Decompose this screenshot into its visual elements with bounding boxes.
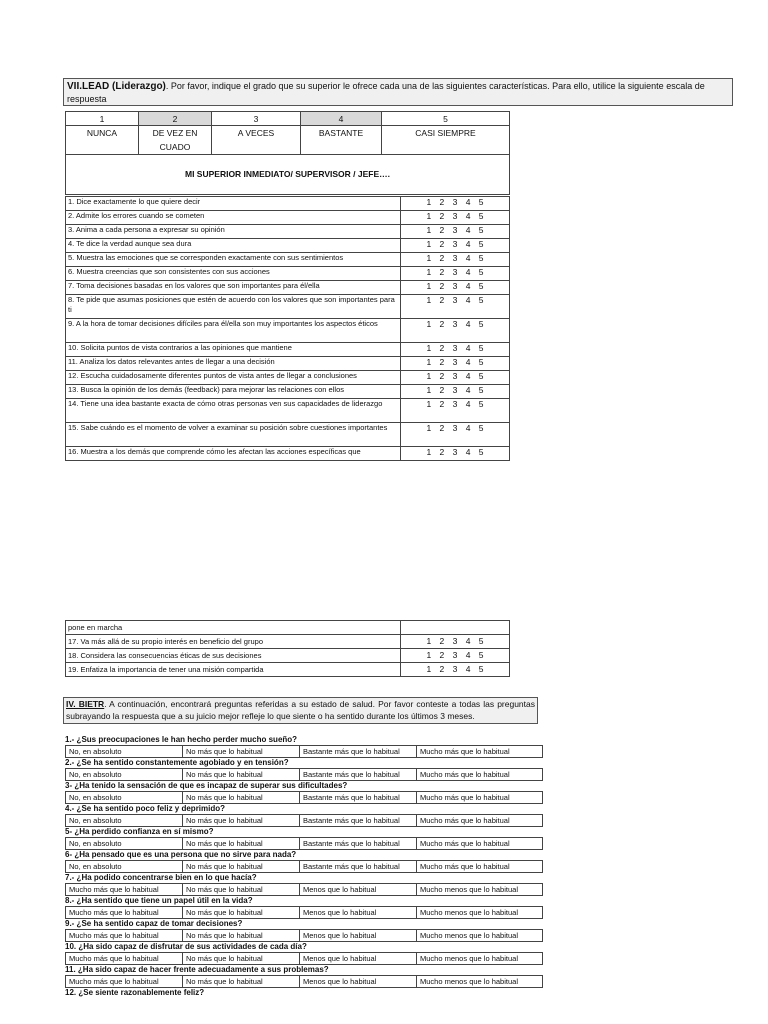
lead-item-row <box>66 225 510 239</box>
lead-item-text: 4. Te dice la verdad aunque sea dura <box>66 239 401 253</box>
lead-item-row <box>66 253 510 267</box>
bietr-answer-option[interactable]: No, en absoluto <box>66 792 183 804</box>
bietr-answer-option[interactable]: Bastante más que lo habitual <box>300 746 417 758</box>
lead-item-options[interactable]: 1 2 3 4 5 <box>401 343 510 357</box>
lead-item-row <box>66 399 510 423</box>
bietr-answer-option[interactable]: Mucho más que lo habitual <box>417 769 543 781</box>
bietr-answer-option[interactable]: No más que lo habitual <box>183 930 300 942</box>
bietr-question-text: 12. ¿Se siente razonablemente feliz? <box>65 988 205 997</box>
bietr-answer-option[interactable]: Mucho más que lo habitual <box>66 907 183 919</box>
lead-item-options[interactable]: 1 2 3 4 5 <box>401 239 510 253</box>
lead-item-text: 13. Busca la opinión de los demás (feedback) para mejorar las relaciones con ellos <box>66 385 401 399</box>
scale-label-4: BASTANTE <box>301 126 382 155</box>
bietr-answer-option[interactable]: Mucho más que lo habitual <box>417 838 543 850</box>
scale-number-2: 2 <box>139 112 212 126</box>
lead-item-options[interactable]: 1 2 3 4 5 <box>401 399 510 423</box>
lead-item-row <box>66 357 510 371</box>
scale-number-4: 4 <box>301 112 382 126</box>
bietr-answer-option[interactable]: No más que lo habitual <box>183 953 300 965</box>
bietr-question-text: 10. ¿Ha sido capaz de disfrutar de sus actividades de cada día? <box>65 942 307 951</box>
lead-item-text: 5. Muestra las emociones que se corresponden exactamente con sus sentimientos <box>66 253 401 267</box>
lead-item-row <box>66 635 510 649</box>
bietr-answer-option[interactable]: No más que lo habitual <box>183 861 300 873</box>
bietr-answer-option[interactable]: No, en absoluto <box>66 815 183 827</box>
lead-item-row <box>66 371 510 385</box>
bietr-answer-option[interactable]: Menos que lo habitual <box>300 884 417 896</box>
lead-item-options[interactable]: 1 2 3 4 5 <box>401 197 510 211</box>
bietr-answer-options <box>65 883 543 896</box>
lead-item-options[interactable]: 1 2 3 4 5 <box>401 663 510 677</box>
bietr-answer-option[interactable]: Menos que lo habitual <box>300 907 417 919</box>
lead-item-row <box>66 267 510 281</box>
bietr-answer-option[interactable]: Mucho más que lo habitual <box>417 746 543 758</box>
bietr-answer-option[interactable]: Mucho menos que lo habitual <box>417 884 543 896</box>
bietr-question-text: 8.- ¿Ha sentido que tiene un papel útil en la vida? <box>65 896 253 905</box>
lead-items-continued-table <box>65 620 510 677</box>
lead-item-text: 10. Solicita puntos de vista contrarios a las opiniones que mantiene <box>66 343 401 357</box>
bietr-answer-option[interactable]: No, en absoluto <box>66 861 183 873</box>
lead-item-text: 12. Escucha cuidadosamente diferentes puntos de vista antes de llegar a conclusiones <box>66 371 401 385</box>
lead-item-options[interactable]: 1 2 3 4 5 <box>401 635 510 649</box>
lead-item-text: 2. Admite los errores cuando se cometen <box>66 211 401 225</box>
bietr-answer-option[interactable]: No más que lo habitual <box>183 746 300 758</box>
lead-item-text: 18. Considera las consecuencias éticas de sus decisiones <box>66 649 401 663</box>
lead-item-options[interactable]: 1 2 3 4 5 <box>401 319 510 343</box>
bietr-answer-options <box>65 860 543 873</box>
lead-item-row <box>66 239 510 253</box>
lead-item-row <box>66 663 510 677</box>
response-scale-table <box>65 111 510 155</box>
lead-item-options[interactable]: 1 2 3 4 5 <box>401 281 510 295</box>
bietr-question-text: 7.- ¿Ha podido concentrarse bien en lo que hacía? <box>65 873 257 882</box>
bietr-answer-options <box>65 791 543 804</box>
lead-item-row <box>66 295 510 319</box>
bietr-answer-option[interactable]: Bastante más que lo habitual <box>300 792 417 804</box>
bietr-answer-options <box>65 814 543 827</box>
lead-item-options[interactable]: 1 2 3 4 5 <box>401 385 510 399</box>
bietr-question-text: 11. ¿Ha sido capaz de hacer frente adecuadamente a sus problemas? <box>65 965 329 974</box>
bietr-answer-option[interactable]: Mucho menos que lo habitual <box>417 930 543 942</box>
bietr-answer-option[interactable]: Mucho menos que lo habitual <box>417 976 543 988</box>
bietr-answer-option[interactable]: Mucho más que lo habitual <box>66 976 183 988</box>
bietr-answer-options <box>65 768 543 781</box>
bietr-question-text: 9.- ¿Se ha sentido capaz de tomar decisiones? <box>65 919 243 928</box>
bietr-title: IV. BIETR <box>66 699 105 709</box>
bietr-question-text: 3- ¿Ha tenido la sensación de que es incapaz de superar sus dificultades? <box>65 781 348 790</box>
lead-item-row <box>66 447 510 461</box>
bietr-answer-option[interactable]: No, en absoluto <box>66 838 183 850</box>
lead-item-options[interactable]: 1 2 3 4 5 <box>401 267 510 281</box>
bietr-answer-option[interactable]: No, en absoluto <box>66 769 183 781</box>
lead-item-options[interactable]: 1 2 3 4 5 <box>401 649 510 663</box>
bietr-answer-options <box>65 975 543 988</box>
bietr-answer-options <box>65 929 543 942</box>
bietr-answer-option[interactable]: Bastante más que lo habitual <box>300 838 417 850</box>
lead-item-text: 1. Dice exactamente lo que quiere decir <box>66 197 401 211</box>
bietr-answer-options <box>65 837 543 850</box>
lead-item-text: 6. Muestra creencias que son consistentes con sus acciones <box>66 267 401 281</box>
bietr-answer-option[interactable]: Bastante más que lo habitual <box>300 815 417 827</box>
bietr-answer-option[interactable]: No más que lo habitual <box>183 769 300 781</box>
bietr-answer-option[interactable]: Menos que lo habitual <box>300 976 417 988</box>
bietr-answer-option[interactable]: Mucho más que lo habitual <box>66 953 183 965</box>
lead-item-text: 17. Va más allá de su propio interés en beneficio del grupo <box>66 635 401 649</box>
bietr-answer-option[interactable]: No más que lo habitual <box>183 815 300 827</box>
bietr-section-header <box>63 697 538 724</box>
lead-item-text: 9. A la hora de tomar decisiones difíciles para él/ella son muy importantes los aspectos éticos <box>66 319 401 343</box>
lead-item-options[interactable]: 1 2 3 4 5 <box>401 357 510 371</box>
lead-item-row <box>66 649 510 663</box>
bietr-questions <box>65 735 543 998</box>
lead-item-text: 14. Tiene una idea bastante exacta de cómo otras personas ven sus capacidades de liderazgo <box>66 399 401 423</box>
bietr-answer-options <box>65 745 543 758</box>
bietr-answer-option[interactable]: No más que lo habitual <box>183 792 300 804</box>
lead-item-row <box>66 385 510 399</box>
scale-number-3: 3 <box>212 112 301 126</box>
lead-item-text: 11. Analiza los datos relevantes antes de llegar a una decisión <box>66 357 401 371</box>
lead-item-options[interactable]: 1 2 3 4 5 <box>401 423 510 447</box>
bietr-answer-option[interactable]: No, en absoluto <box>66 746 183 758</box>
bietr-answer-option[interactable]: Menos que lo habitual <box>300 930 417 942</box>
lead-item-options[interactable]: 1 2 3 4 5 <box>401 447 510 461</box>
lead-item-options[interactable]: 1 2 3 4 5 <box>401 371 510 385</box>
lead-item-row <box>66 343 510 357</box>
bietr-answer-option[interactable]: No más que lo habitual <box>183 838 300 850</box>
lead-item-options[interactable]: 1 2 3 4 5 <box>401 225 510 239</box>
boss-heading: MI SUPERIOR INMEDIATO/ SUPERVISOR / JEFE…. <box>65 153 510 195</box>
lead-item-text: 15. Sabe cuándo es el momento de volver a examinar su posición sobre cuestiones importantes <box>66 423 401 447</box>
lead-item-row <box>66 197 510 211</box>
lead-title: VII.LEAD (Liderazgo) <box>67 81 166 92</box>
bietr-answer-option[interactable]: Mucho más que lo habitual <box>417 815 543 827</box>
lead-item-text: 16. Muestra a los demás que comprende cómo les afectan las acciones específicas que <box>66 447 401 461</box>
bietr-question-text: 1.- ¿Sus preocupaciones le han hecho perder mucho sueño? <box>65 735 298 744</box>
lead-items-table <box>65 196 510 461</box>
bietr-question-text: 2.- ¿Se ha sentido constantemente agobiado y en tensión? <box>65 758 289 767</box>
bietr-answer-option[interactable]: Mucho más que lo habitual <box>417 792 543 804</box>
lead-item-text: 8. Te pide que asumas posiciones que estén de acuerdo con los valores que son importantes para ti <box>66 295 401 319</box>
lead-item-row <box>66 319 510 343</box>
bietr-answer-option[interactable]: Mucho menos que lo habitual <box>417 907 543 919</box>
scale-label-2: DE VEZ EN CUADO <box>139 126 212 155</box>
lead-item-row <box>66 211 510 225</box>
lead-item-row <box>66 281 510 295</box>
bietr-answer-options <box>65 952 543 965</box>
lead-instruction: . Por favor, indique el grado que su superior le ofrece cada una de las siguientes características. Para ello, utilice la siguiente escala de respuesta <box>67 81 705 104</box>
bietr-answer-options <box>65 906 543 919</box>
lead-item-options[interactable]: 1 2 3 4 5 <box>401 211 510 225</box>
scale-label-3: A VECES <box>212 126 301 155</box>
lead-item-continuation: pone en marcha <box>66 621 401 635</box>
lead-item-text: 3. Anima a cada persona a expresar su opinión <box>66 225 401 239</box>
scale-label-5: CASI SIEMPRE <box>382 126 510 155</box>
bietr-instruction: . A continuación, encontrará preguntas referidas a su estado de salud. Por favor conteste a todas las preguntas subrayando la respuesta que a su juicio mejor refleje lo que siente o ha sentido durante los últimos 3 meses. <box>66 699 536 721</box>
lead-item-continuation-row <box>66 621 510 635</box>
lead-section-header <box>63 78 733 106</box>
lead-item-continuation-blank <box>401 621 510 635</box>
bietr-question-text: 6- ¿Ha pensado que es una persona que no sirve para nada? <box>65 850 297 859</box>
lead-item-row <box>66 423 510 447</box>
bietr-answer-option[interactable]: No más que lo habitual <box>183 976 300 988</box>
bietr-answer-option[interactable]: Bastante más que lo habitual <box>300 861 417 873</box>
bietr-answer-option[interactable]: No más que lo habitual <box>183 907 300 919</box>
scale-number-1: 1 <box>66 112 139 126</box>
bietr-answer-option[interactable]: Menos que lo habitual <box>300 953 417 965</box>
bietr-question-text: 5- ¿Ha perdido confianza en sí mismo? <box>65 827 214 836</box>
bietr-answer-option[interactable]: Mucho menos que lo habitual <box>417 953 543 965</box>
bietr-answer-option[interactable]: Mucho más que lo habitual <box>66 884 183 896</box>
scale-label-1: NUNCA <box>66 126 139 155</box>
lead-item-options[interactable]: 1 2 3 4 5 <box>401 253 510 267</box>
bietr-answer-option[interactable]: Bastante más que lo habitual <box>300 769 417 781</box>
bietr-answer-option[interactable]: Mucho más que lo habitual <box>66 930 183 942</box>
bietr-answer-option[interactable]: No más que lo habitual <box>183 884 300 896</box>
lead-item-text: 19. Enfatiza la importancia de tener una misión compartida <box>66 663 401 677</box>
scale-number-5: 5 <box>382 112 510 126</box>
bietr-question-text: 4.- ¿Se ha sentido poco feliz y deprimido? <box>65 804 226 813</box>
lead-item-text: 7. Toma decisiones basadas en los valores que son importantes para él/ella <box>66 281 401 295</box>
lead-item-options[interactable]: 1 2 3 4 5 <box>401 295 510 319</box>
bietr-answer-option[interactable]: Mucho más que lo habitual <box>417 861 543 873</box>
